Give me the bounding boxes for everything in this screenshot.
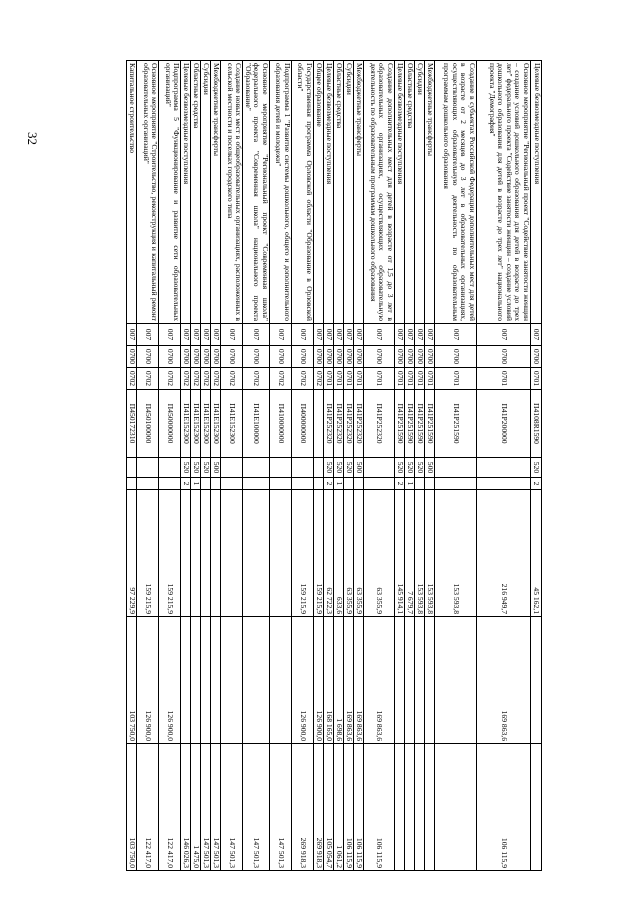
csr-code: П450000000 <box>159 390 181 458</box>
rz-code: 0700 <box>344 346 354 368</box>
table-row <box>364 61 395 871</box>
vr-code <box>435 458 477 478</box>
source-code <box>159 478 181 490</box>
gr-code: 007 <box>221 324 243 346</box>
amount-year-2 <box>395 617 405 744</box>
gr-code: 007 <box>425 324 435 346</box>
gr-code: 007 <box>405 324 415 346</box>
amount-year-1 <box>221 490 243 617</box>
vr-code <box>221 458 243 478</box>
source-code <box>314 478 324 490</box>
amount-year-1: 45 162,1 <box>531 490 542 617</box>
pr-code: 0702 <box>211 368 221 390</box>
row-name: Целевые безвозмездные поступления <box>181 61 191 324</box>
table-row <box>344 61 354 871</box>
rz-code: 0700 <box>364 346 395 368</box>
rz-code: 0700 <box>181 346 191 368</box>
gr-code: 007 <box>137 324 159 346</box>
amount-year-1 <box>191 490 201 617</box>
amount-year-1: 62 722,3 <box>324 490 334 617</box>
csr-code: П41E152300 <box>191 390 201 458</box>
rz-code: 0700 <box>531 346 542 368</box>
pr-code: 0702 <box>201 368 211 390</box>
table-row <box>270 61 292 871</box>
table-row <box>405 61 415 871</box>
vr-code: 520 <box>181 458 191 478</box>
amount-year-2 <box>211 617 221 744</box>
vr-code: 520 <box>191 458 201 478</box>
source-code <box>127 478 137 490</box>
row-name: Областные средства <box>405 61 415 324</box>
pr-code: 0701 <box>405 368 415 390</box>
table-row <box>201 61 211 871</box>
vr-code: 500 <box>354 458 364 478</box>
gr-code: 007 <box>531 324 542 346</box>
rz-code: 0700 <box>292 346 314 368</box>
amount-year-3 <box>405 744 415 871</box>
amount-year-2 <box>191 617 201 744</box>
gr-code: 007 <box>364 324 395 346</box>
amount-year-2 <box>181 617 191 744</box>
table-row <box>137 61 159 871</box>
vr-code <box>270 458 292 478</box>
amount-year-3: 122 417,0 <box>159 744 181 871</box>
row-name: Субсидии <box>344 61 354 324</box>
row-name: Межбюджетные трансферты <box>425 61 435 324</box>
table-row <box>435 61 477 871</box>
row-name: Целевые безвозмездные поступления <box>531 61 542 324</box>
pr-code: 0702 <box>181 368 191 390</box>
csr-code: П41E152300 <box>211 390 221 458</box>
rz-code: 0700 <box>211 346 221 368</box>
pr-code: 0701 <box>415 368 425 390</box>
row-name: Основное мероприятие "Региональный проект "Современная школа" федерального проекта "Современная школа" национального проекта "Образование" <box>243 61 270 324</box>
source-code: 2 <box>181 478 191 490</box>
rz-code: 0700 <box>395 346 405 368</box>
amount-year-3: 106 115,9 <box>344 744 354 871</box>
row-name: Основное мероприятие "Региональный проект "Содействие занятости женщин – создание условий дошкольного образования для детей в возрасте до трех лет" федерального проекта "Содействие занятости женщин – создание условий дошкольного образования для детей в возрасте до трех лет" национального проекта "Демография" <box>477 61 531 324</box>
vr-code: 500 <box>211 458 221 478</box>
amount-year-3: 147 501,3 <box>221 744 243 871</box>
source-code <box>415 478 425 490</box>
csr-code: П41P252320 <box>344 390 354 458</box>
source-code: 1 <box>334 478 344 490</box>
amount-year-3 <box>531 744 542 871</box>
amount-year-2: 126 900,0 <box>159 617 181 744</box>
gr-code: 007 <box>181 324 191 346</box>
amount-year-1: 159 215,9 <box>137 490 159 617</box>
amount-year-3: 146 026,3 <box>181 744 191 871</box>
amount-year-1: 63 355,9 <box>354 490 364 617</box>
csr-code: П41P252320 <box>354 390 364 458</box>
amount-year-1: 159 215,9 <box>314 490 324 617</box>
page-number: 32 <box>25 132 40 145</box>
gr-code: 007 <box>354 324 364 346</box>
vr-code <box>243 458 270 478</box>
amount-year-2: 126 900,0 <box>137 617 159 744</box>
table-row <box>221 61 243 871</box>
rz-code: 0700 <box>435 346 477 368</box>
amount-year-3 <box>435 744 477 871</box>
pr-code: 0701 <box>477 368 531 390</box>
row-name: Создание дополнительных мест для детей в возрасте от 1,5 до 3 лет в образовательных организациях, осуществляющих образовательную деятельность по образовательным программам дошкольного образования <box>364 61 395 324</box>
amount-year-3: 103 750,0 <box>127 744 137 871</box>
source-code: 2 <box>395 478 405 490</box>
rz-code: 0700 <box>127 346 137 368</box>
table-row <box>324 61 334 871</box>
row-name: Межбюджетные трансферты <box>354 61 364 324</box>
amount-year-1 <box>211 490 221 617</box>
pr-code: 0701 <box>435 368 477 390</box>
vr-code: 520 <box>405 458 415 478</box>
source-code: 2 <box>531 478 542 490</box>
csr-code: П41P251590 <box>415 390 425 458</box>
rz-code: 0700 <box>137 346 159 368</box>
amount-year-3: 147 501,3 <box>243 744 270 871</box>
amount-year-2: 169 863,6 <box>364 617 395 744</box>
gr-code: 007 <box>159 324 181 346</box>
amount-year-1: 63 355,9 <box>364 490 395 617</box>
rz-code: 0700 <box>477 346 531 368</box>
amount-year-2: 169 863,6 <box>354 617 364 744</box>
rz-code: 0700 <box>270 346 292 368</box>
amount-year-3: 1 475,0 <box>191 744 201 871</box>
source-code: 1 <box>405 478 415 490</box>
rz-code: 0700 <box>201 346 211 368</box>
csr-code: П41E152300 <box>181 390 191 458</box>
amount-year-2 <box>415 617 425 744</box>
csr-code: П41P251590 <box>435 390 477 458</box>
rz-code: 0700 <box>221 346 243 368</box>
vr-code <box>127 458 137 478</box>
vr-code: 520 <box>201 458 211 478</box>
pr-code: 0701 <box>324 368 334 390</box>
amount-year-2 <box>270 617 292 744</box>
amount-year-1: 63 355,9 <box>344 490 354 617</box>
amount-year-3: 147 501,3 <box>201 744 211 871</box>
vr-code <box>314 458 324 478</box>
source-code: 2 <box>324 478 334 490</box>
amount-year-3: 105 054,7 <box>324 744 334 871</box>
csr-code: П410000000 <box>270 390 292 458</box>
table-row <box>191 61 201 871</box>
amount-year-1 <box>181 490 191 617</box>
source-code <box>243 478 270 490</box>
amount-year-3: 106 115,9 <box>354 744 364 871</box>
amount-year-1: 97 229,9 <box>127 490 137 617</box>
vr-code <box>477 458 531 478</box>
csr-code: П450172310 <box>127 390 137 458</box>
source-code <box>425 478 435 490</box>
rz-code: 0700 <box>334 346 344 368</box>
vr-code <box>364 458 395 478</box>
gr-code: 007 <box>415 324 425 346</box>
pr-code: 0702 <box>127 368 137 390</box>
csr-code: П41E100000 <box>243 390 270 458</box>
csr-code: П41E152300 <box>221 390 243 458</box>
row-name: Подпрограмма 5 "Функционирование и развитие сети образовательных организаций" <box>159 61 181 324</box>
amount-year-1: 7 679,7 <box>405 490 415 617</box>
rz-code: 0700 <box>354 346 364 368</box>
amount-year-2: 169 863,6 <box>344 617 354 744</box>
gr-code: 007 <box>292 324 314 346</box>
table-row <box>127 61 137 871</box>
pr-code: 0702 <box>314 368 324 390</box>
rz-code: 0700 <box>314 346 324 368</box>
table-row <box>159 61 181 871</box>
vr-code: 520 <box>344 458 354 478</box>
amount-year-2 <box>425 617 435 744</box>
gr-code: 007 <box>191 324 201 346</box>
row-name: Подпрограмма 1 "Развитие системы дошкольного, общего и дополнительного образования детей и молодежи" <box>270 61 292 324</box>
vr-code: 520 <box>324 458 334 478</box>
amount-year-2: 168 165,0 <box>324 617 334 744</box>
table-row <box>211 61 221 871</box>
amount-year-2: 126 900,0 <box>314 617 324 744</box>
rz-code: 0700 <box>324 346 334 368</box>
amount-year-2 <box>221 617 243 744</box>
amount-year-3: 269 918,3 <box>292 744 314 871</box>
rz-code: 0700 <box>159 346 181 368</box>
gr-code: 007 <box>201 324 211 346</box>
gr-code: 007 <box>435 324 477 346</box>
row-name: Основное мероприятие "Строительство, реконструкция и капитальный ремонт образовательных организаций" <box>137 61 159 324</box>
amount-year-3: 106 115,9 <box>477 744 531 871</box>
table-row <box>477 61 531 871</box>
row-name: Капитальное строительство <box>127 61 137 324</box>
source-code <box>435 478 477 490</box>
row-name: Общее образование <box>314 61 324 324</box>
vr-code <box>292 458 314 478</box>
pr-code: 0701 <box>531 368 542 390</box>
pr-code: 0701 <box>354 368 364 390</box>
csr-code: П41E152300 <box>201 390 211 458</box>
amount-year-2: 126 900,0 <box>292 617 314 744</box>
amount-year-3 <box>425 744 435 871</box>
rz-code: 0700 <box>405 346 415 368</box>
source-code <box>221 478 243 490</box>
table-row <box>354 61 364 871</box>
amount-year-2 <box>201 617 211 744</box>
row-name: Целевые безвозмездные поступления <box>324 61 334 324</box>
source-code <box>201 478 211 490</box>
table-body <box>127 61 542 871</box>
amount-year-2: 103 750,0 <box>127 617 137 744</box>
source-code <box>292 478 314 490</box>
amount-year-3: 147 501,3 <box>211 744 221 871</box>
table-row <box>415 61 425 871</box>
table-row <box>292 61 314 871</box>
vr-code: 520 <box>395 458 405 478</box>
pr-code: 0702 <box>243 368 270 390</box>
amount-year-3: 269 918,3 <box>314 744 324 871</box>
table-row <box>314 61 324 871</box>
gr-code: 007 <box>344 324 354 346</box>
rz-code: 0700 <box>425 346 435 368</box>
amount-year-1: 159 215,9 <box>292 490 314 617</box>
row-name: Субсидии <box>201 61 211 324</box>
amount-year-2: 1 698,6 <box>334 617 344 744</box>
pr-code: 0701 <box>395 368 405 390</box>
amount-year-1: 159 215,9 <box>159 490 181 617</box>
amount-year-3: 147 501,3 <box>270 744 292 871</box>
row-name: Целевые безвозмездные поступления <box>395 61 405 324</box>
gr-code: 007 <box>477 324 531 346</box>
source-code <box>477 478 531 490</box>
amount-year-2 <box>405 617 415 744</box>
rz-code: 0700 <box>243 346 270 368</box>
row-name: Областные средства <box>191 61 201 324</box>
amount-year-1 <box>270 490 292 617</box>
pr-code: 0701 <box>425 368 435 390</box>
amount-year-1: 153 593,8 <box>415 490 425 617</box>
source-code <box>344 478 354 490</box>
vr-code: 520 <box>334 458 344 478</box>
csr-code: П41P252320 <box>334 390 344 458</box>
gr-code: 007 <box>324 324 334 346</box>
row-name: Межбюджетные трансферты <box>211 61 221 324</box>
table-row <box>243 61 270 871</box>
amount-year-2 <box>531 617 542 744</box>
table-row <box>395 61 405 871</box>
csr-code: П400000000 <box>292 390 314 458</box>
amount-year-3: 1 061,2 <box>334 744 344 871</box>
csr-code <box>314 390 324 458</box>
amount-year-2: 169 863,6 <box>477 617 531 744</box>
row-name: Создание в субъектах Российской Федерации дополнительных мест для детей в возрасте от 2 месяцев до 3 лет в образовательных организациях, осуществляющих образовательную деятельность по образовательным программам дошкольного образования <box>435 61 477 324</box>
csr-code: П450100000 <box>137 390 159 458</box>
amount-year-3: 122 417,0 <box>137 744 159 871</box>
amount-year-1: 153 593,8 <box>435 490 477 617</box>
row-name: Создание новых мест в общеобразовательных организациях, расположенных в сельской местности и поселках городского типа <box>221 61 243 324</box>
pr-code: 0701 <box>364 368 395 390</box>
amount-year-1: 633,6 <box>334 490 344 617</box>
vr-code: 500 <box>425 458 435 478</box>
amount-year-2 <box>243 617 270 744</box>
pr-code: 0702 <box>270 368 292 390</box>
pr-code: 0701 <box>344 368 354 390</box>
amount-year-3 <box>415 744 425 871</box>
csr-code: П41P251590 <box>395 390 405 458</box>
vr-code: 520 <box>415 458 425 478</box>
amount-year-1: 216 949,7 <box>477 490 531 617</box>
row-name: Субсидии <box>415 61 425 324</box>
gr-code: 007 <box>270 324 292 346</box>
amount-year-1 <box>201 490 211 617</box>
gr-code: 007 <box>314 324 324 346</box>
table-row <box>181 61 191 871</box>
csr-code: П41P251590 <box>425 390 435 458</box>
source-code <box>270 478 292 490</box>
amount-year-3 <box>395 744 405 871</box>
csr-code: П4108R1590 <box>531 390 542 458</box>
table-row <box>334 61 344 871</box>
gr-code: 007 <box>127 324 137 346</box>
vr-code <box>159 458 181 478</box>
budget-table <box>127 60 543 871</box>
csr-code: П41P200000 <box>477 390 531 458</box>
csr-code: П41P252320 <box>324 390 334 458</box>
table-row <box>531 61 542 871</box>
source-code <box>354 478 364 490</box>
pr-code: 0701 <box>334 368 344 390</box>
amount-year-1 <box>243 490 270 617</box>
rz-code: 0700 <box>415 346 425 368</box>
source-code <box>364 478 395 490</box>
source-code <box>137 478 159 490</box>
amount-year-1: 145 914,1 <box>395 490 405 617</box>
amount-year-1: 153 593,8 <box>425 490 435 617</box>
csr-code: П41P251590 <box>405 390 415 458</box>
pr-code: 0702 <box>137 368 159 390</box>
gr-code: 007 <box>243 324 270 346</box>
row-name: Государственная программа Орловской области "Образование в Орловской области" <box>292 61 314 324</box>
source-code <box>211 478 221 490</box>
vr-code: 520 <box>531 458 542 478</box>
vr-code <box>137 458 159 478</box>
gr-code: 007 <box>211 324 221 346</box>
pr-code: 0702 <box>191 368 201 390</box>
rz-code: 0700 <box>191 346 201 368</box>
gr-code: 007 <box>395 324 405 346</box>
amount-year-3: 106 115,9 <box>364 744 395 871</box>
pr-code: 0702 <box>292 368 314 390</box>
source-code: 1 <box>191 478 201 490</box>
rotated-table-container <box>127 60 543 870</box>
pr-code: 0702 <box>221 368 243 390</box>
row-name: Областные средства <box>334 61 344 324</box>
csr-code: П41P252320 <box>364 390 395 458</box>
amount-year-2 <box>435 617 477 744</box>
pr-code: 0702 <box>159 368 181 390</box>
table-row <box>425 61 435 871</box>
gr-code: 007 <box>334 324 344 346</box>
